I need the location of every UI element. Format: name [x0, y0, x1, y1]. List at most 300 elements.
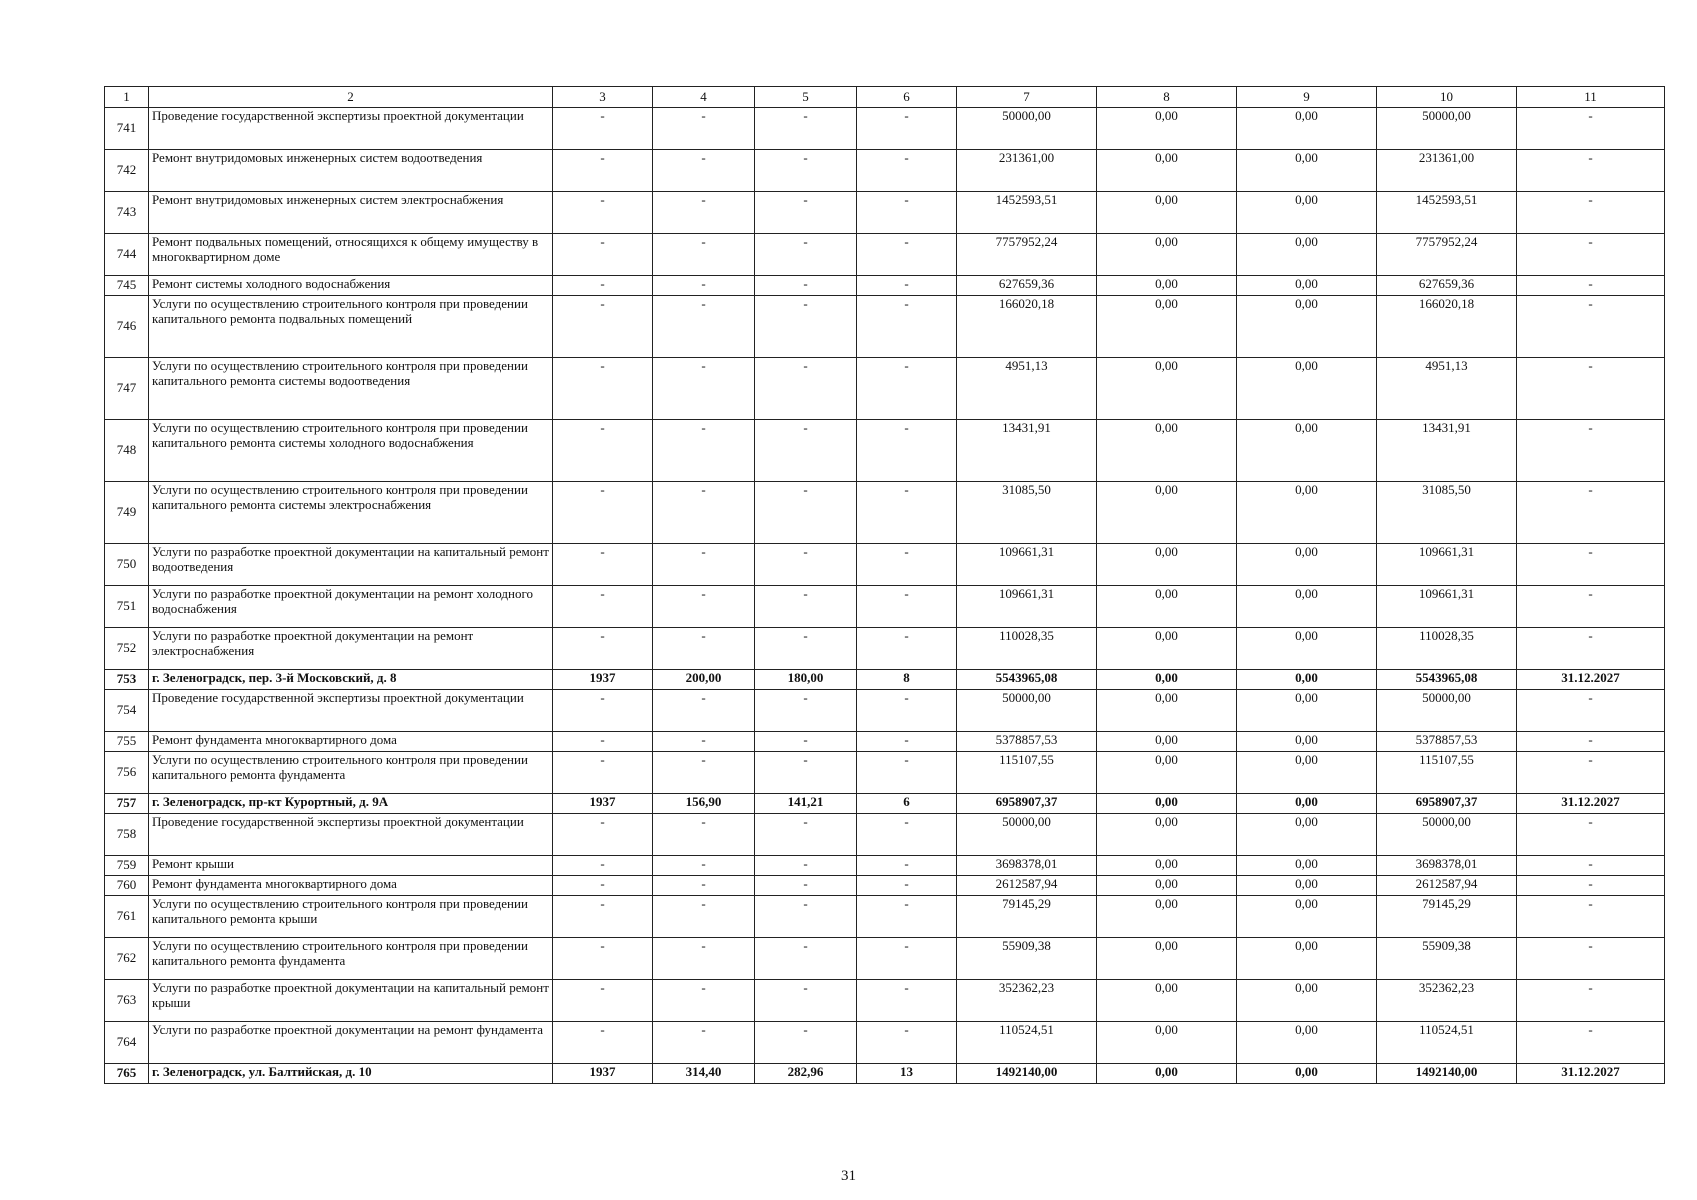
cell-col-9: 0,00	[1237, 150, 1377, 192]
cell-col-8: 0,00	[1097, 586, 1237, 628]
cell-col-11: -	[1517, 586, 1665, 628]
row-description: Ремонт внутридомовых инженерных систем электроснабжения	[149, 192, 553, 234]
cell-col-5: -	[755, 814, 857, 856]
cell-col-8: 0,00	[1097, 876, 1237, 896]
cell-col-8: 0,00	[1097, 752, 1237, 794]
cell-col-11: -	[1517, 150, 1665, 192]
cell-col-8: 0,00	[1097, 732, 1237, 752]
cell-col-6: -	[857, 192, 957, 234]
cell-col-11: -	[1517, 752, 1665, 794]
cell-col-7: 231361,00	[957, 150, 1097, 192]
cell-col-4: 314,40	[653, 1064, 755, 1084]
cell-col-11: -	[1517, 732, 1665, 752]
cell-col-5: -	[755, 732, 857, 752]
cell-col-3: -	[553, 628, 653, 670]
cell-col-4: -	[653, 108, 755, 150]
cell-col-3: -	[553, 856, 653, 876]
cell-col-5: -	[755, 856, 857, 876]
row-description: г. Зеленоградск, пр-кт Курортный, д. 9А	[149, 794, 553, 814]
cell-col-5: -	[755, 544, 857, 586]
row-description: Услуги по осуществлению строительного контроля при проведении капитального ремонта системы водоотведения	[149, 358, 553, 420]
cell-col-8: 0,00	[1097, 234, 1237, 276]
cell-col-10: 2612587,94	[1377, 876, 1517, 896]
cell-col-3: -	[553, 296, 653, 358]
table-row	[105, 732, 1665, 752]
cell-col-10: 1452593,51	[1377, 192, 1517, 234]
cell-col-7: 166020,18	[957, 296, 1097, 358]
cell-col-4: -	[653, 586, 755, 628]
cell-col-10: 79145,29	[1377, 896, 1517, 938]
cell-col-10: 13431,91	[1377, 420, 1517, 482]
table-row	[105, 276, 1665, 296]
cell-col-11: -	[1517, 1022, 1665, 1064]
table-row	[105, 358, 1665, 420]
table-row	[105, 752, 1665, 794]
cell-col-7: 3698378,01	[957, 856, 1097, 876]
cell-col-7: 2612587,94	[957, 876, 1097, 896]
cell-col-5: -	[755, 276, 857, 296]
cell-col-10: 352362,23	[1377, 980, 1517, 1022]
page-number: 31	[841, 1168, 856, 1184]
cell-col-5: 141,21	[755, 794, 857, 814]
cell-col-5: -	[755, 876, 857, 896]
row-description: Ремонт подвальных помещений, относящихся к общему имуществу в многоквартирном доме	[149, 234, 553, 276]
cell-col-6: -	[857, 358, 957, 420]
cell-col-3: 1937	[553, 670, 653, 690]
cell-col-7: 31085,50	[957, 482, 1097, 544]
table-row	[105, 628, 1665, 670]
column-header-7: 7	[957, 87, 1097, 108]
row-number: 761	[105, 896, 149, 938]
document-sheet	[104, 86, 1664, 1084]
cell-col-6: -	[857, 482, 957, 544]
row-description: Услуги по разработке проектной документации на ремонт электроснабжения	[149, 628, 553, 670]
cell-col-6: 13	[857, 1064, 957, 1084]
cell-col-9: 0,00	[1237, 876, 1377, 896]
cell-col-8: 0,00	[1097, 296, 1237, 358]
cell-col-10: 166020,18	[1377, 296, 1517, 358]
cell-col-10: 50000,00	[1377, 690, 1517, 732]
cell-col-5: 180,00	[755, 670, 857, 690]
cell-col-10: 109661,31	[1377, 586, 1517, 628]
cell-col-11: -	[1517, 690, 1665, 732]
row-number: 759	[105, 856, 149, 876]
address-row	[105, 1064, 1665, 1084]
row-number: 750	[105, 544, 149, 586]
row-number: 744	[105, 234, 149, 276]
cell-col-5: -	[755, 896, 857, 938]
cell-col-9: 0,00	[1237, 896, 1377, 938]
cell-col-6: -	[857, 276, 957, 296]
cell-col-10: 31085,50	[1377, 482, 1517, 544]
cell-col-5: -	[755, 690, 857, 732]
cell-col-3: -	[553, 896, 653, 938]
row-description: Услуги по осуществлению строительного контроля при проведении капитального ремонта подвальных помещений	[149, 296, 553, 358]
cell-col-11: -	[1517, 814, 1665, 856]
column-header-10: 10	[1377, 87, 1517, 108]
cell-col-8: 0,00	[1097, 192, 1237, 234]
cell-col-3: -	[553, 732, 653, 752]
cell-col-3: -	[553, 482, 653, 544]
cell-col-6: -	[857, 296, 957, 358]
row-number: 748	[105, 420, 149, 482]
row-number: 743	[105, 192, 149, 234]
cell-col-4: 200,00	[653, 670, 755, 690]
table-body	[105, 108, 1665, 1084]
cell-col-10: 6958907,37	[1377, 794, 1517, 814]
cell-col-6: 6	[857, 794, 957, 814]
column-header-11: 11	[1517, 87, 1665, 108]
cell-col-11: -	[1517, 358, 1665, 420]
cell-col-3: -	[553, 234, 653, 276]
cell-col-10: 627659,36	[1377, 276, 1517, 296]
cell-col-10: 1492140,00	[1377, 1064, 1517, 1084]
cell-col-9: 0,00	[1237, 814, 1377, 856]
cell-col-8: 0,00	[1097, 814, 1237, 856]
cell-col-3: -	[553, 108, 653, 150]
row-description: Услуги по разработке проектной документации на ремонт фундамента	[149, 1022, 553, 1064]
cell-col-10: 110028,35	[1377, 628, 1517, 670]
cell-col-5: -	[755, 420, 857, 482]
row-description: г. Зеленоградск, пер. 3-й Московский, д. 8	[149, 670, 553, 690]
cell-col-7: 1452593,51	[957, 192, 1097, 234]
cell-col-11: -	[1517, 980, 1665, 1022]
cell-col-3: -	[553, 690, 653, 732]
column-header-4: 4	[653, 87, 755, 108]
cell-col-10: 5378857,53	[1377, 732, 1517, 752]
table-row	[105, 234, 1665, 276]
row-number: 753	[105, 670, 149, 690]
table-row	[105, 192, 1665, 234]
cell-col-11: -	[1517, 108, 1665, 150]
cell-col-9: 0,00	[1237, 1064, 1377, 1084]
row-description: Ремонт крыши	[149, 856, 553, 876]
cell-col-10: 55909,38	[1377, 938, 1517, 980]
table-row	[105, 814, 1665, 856]
cell-col-5: -	[755, 1022, 857, 1064]
cell-col-3: -	[553, 358, 653, 420]
cell-col-11: 31.12.2027	[1517, 1064, 1665, 1084]
row-number: 756	[105, 752, 149, 794]
cell-col-7: 627659,36	[957, 276, 1097, 296]
cell-col-7: 55909,38	[957, 938, 1097, 980]
row-number: 752	[105, 628, 149, 670]
row-description: Услуги по осуществлению строительного контроля при проведении капитального ремонта системы холодного водоснабжения	[149, 420, 553, 482]
cell-col-6: -	[857, 938, 957, 980]
cell-col-3: -	[553, 192, 653, 234]
cell-col-6: -	[857, 856, 957, 876]
cell-col-8: 0,00	[1097, 544, 1237, 586]
column-header-5: 5	[755, 87, 857, 108]
cell-col-8: 0,00	[1097, 670, 1237, 690]
cell-col-4: -	[653, 192, 755, 234]
cell-col-4: 156,90	[653, 794, 755, 814]
cell-col-3: -	[553, 752, 653, 794]
cell-col-4: -	[653, 1022, 755, 1064]
cell-col-4: -	[653, 358, 755, 420]
cell-col-3: 1937	[553, 1064, 653, 1084]
table-row	[105, 856, 1665, 876]
cell-col-6: -	[857, 876, 957, 896]
cell-col-8: 0,00	[1097, 420, 1237, 482]
row-number: 758	[105, 814, 149, 856]
cell-col-7: 115107,55	[957, 752, 1097, 794]
cell-col-5: -	[755, 358, 857, 420]
table-row	[105, 482, 1665, 544]
column-header-6: 6	[857, 87, 957, 108]
row-number: 746	[105, 296, 149, 358]
cell-col-10: 109661,31	[1377, 544, 1517, 586]
cell-col-8: 0,00	[1097, 856, 1237, 876]
table-row	[105, 876, 1665, 896]
cell-col-11: -	[1517, 482, 1665, 544]
cell-col-3: -	[553, 876, 653, 896]
cell-col-6: -	[857, 420, 957, 482]
table-row	[105, 586, 1665, 628]
row-description: Услуги по разработке проектной документации на капитальный ремонт крыши	[149, 980, 553, 1022]
cell-col-3: -	[553, 980, 653, 1022]
cell-col-5: -	[755, 628, 857, 670]
cell-col-11: -	[1517, 856, 1665, 876]
cell-col-9: 0,00	[1237, 938, 1377, 980]
cell-col-10: 50000,00	[1377, 814, 1517, 856]
cell-col-3: -	[553, 586, 653, 628]
cell-col-4: -	[653, 482, 755, 544]
row-number: 765	[105, 1064, 149, 1084]
cell-col-9: 0,00	[1237, 628, 1377, 670]
cell-col-7: 13431,91	[957, 420, 1097, 482]
cell-col-5: -	[755, 482, 857, 544]
cell-col-6: -	[857, 586, 957, 628]
cell-col-6: 8	[857, 670, 957, 690]
cell-col-8: 0,00	[1097, 482, 1237, 544]
table-row	[105, 1022, 1665, 1064]
cell-col-6: -	[857, 732, 957, 752]
cell-col-9: 0,00	[1237, 670, 1377, 690]
cell-col-7: 50000,00	[957, 690, 1097, 732]
cell-col-8: 0,00	[1097, 1064, 1237, 1084]
cell-col-10: 3698378,01	[1377, 856, 1517, 876]
row-number: 742	[105, 150, 149, 192]
cell-col-4: -	[653, 980, 755, 1022]
row-description: Проведение государственной экспертизы проектной документации	[149, 690, 553, 732]
row-description: Услуги по осуществлению строительного контроля при проведении капитального ремонта фундамента	[149, 938, 553, 980]
row-description: Услуги по разработке проектной документации на ремонт холодного водоснабжения	[149, 586, 553, 628]
cell-col-3: -	[553, 1022, 653, 1064]
cell-col-9: 0,00	[1237, 1022, 1377, 1064]
cell-col-9: 0,00	[1237, 586, 1377, 628]
cell-col-3: -	[553, 938, 653, 980]
cell-col-11: -	[1517, 234, 1665, 276]
cell-col-7: 1492140,00	[957, 1064, 1097, 1084]
cell-col-9: 0,00	[1237, 358, 1377, 420]
cell-col-8: 0,00	[1097, 794, 1237, 814]
row-number: 751	[105, 586, 149, 628]
cell-col-9: 0,00	[1237, 752, 1377, 794]
row-number: 754	[105, 690, 149, 732]
cell-col-8: 0,00	[1097, 1022, 1237, 1064]
row-number: 755	[105, 732, 149, 752]
row-number: 741	[105, 108, 149, 150]
row-number: 749	[105, 482, 149, 544]
cell-col-8: 0,00	[1097, 150, 1237, 192]
table-row	[105, 544, 1665, 586]
cell-col-7: 4951,13	[957, 358, 1097, 420]
cell-col-4: -	[653, 876, 755, 896]
cell-col-6: -	[857, 814, 957, 856]
table-row	[105, 938, 1665, 980]
cell-col-5: 282,96	[755, 1064, 857, 1084]
cell-col-3: -	[553, 544, 653, 586]
cell-col-4: -	[653, 420, 755, 482]
cell-col-9: 0,00	[1237, 544, 1377, 586]
row-description: Проведение государственной экспертизы проектной документации	[149, 814, 553, 856]
cell-col-11: -	[1517, 192, 1665, 234]
cell-col-4: -	[653, 276, 755, 296]
cell-col-11: 31.12.2027	[1517, 670, 1665, 690]
cell-col-5: -	[755, 234, 857, 276]
row-description: Услуги по осуществлению строительного контроля при проведении капитального ремонта фундамента	[149, 752, 553, 794]
cell-col-5: -	[755, 980, 857, 1022]
cell-col-9: 0,00	[1237, 856, 1377, 876]
cell-col-11: -	[1517, 938, 1665, 980]
cell-col-10: 7757952,24	[1377, 234, 1517, 276]
cell-col-5: -	[755, 192, 857, 234]
cell-col-4: -	[653, 752, 755, 794]
row-description: Ремонт системы холодного водоснабжения	[149, 276, 553, 296]
table-row	[105, 150, 1665, 192]
column-number-row	[105, 87, 1665, 108]
column-header-2: 2	[149, 87, 553, 108]
cell-col-7: 109661,31	[957, 544, 1097, 586]
cell-col-4: -	[653, 150, 755, 192]
cell-col-4: -	[653, 628, 755, 670]
cell-col-11: -	[1517, 296, 1665, 358]
cell-col-7: 50000,00	[957, 108, 1097, 150]
cell-col-8: 0,00	[1097, 358, 1237, 420]
cell-col-9: 0,00	[1237, 732, 1377, 752]
row-number: 757	[105, 794, 149, 814]
cell-col-7: 5378857,53	[957, 732, 1097, 752]
cell-col-11: -	[1517, 628, 1665, 670]
cell-col-7: 352362,23	[957, 980, 1097, 1022]
table-row	[105, 108, 1665, 150]
cell-col-4: -	[653, 814, 755, 856]
column-header-3: 3	[553, 87, 653, 108]
cell-col-5: -	[755, 752, 857, 794]
cell-col-4: -	[653, 234, 755, 276]
cell-col-4: -	[653, 856, 755, 876]
cell-col-6: -	[857, 150, 957, 192]
cell-col-7: 110524,51	[957, 1022, 1097, 1064]
cell-col-8: 0,00	[1097, 628, 1237, 670]
row-description: Услуги по разработке проектной документации на капитальный ремонт водоотведения	[149, 544, 553, 586]
cell-col-11: -	[1517, 276, 1665, 296]
cell-col-6: -	[857, 690, 957, 732]
cell-col-10: 5543965,08	[1377, 670, 1517, 690]
cell-col-9: 0,00	[1237, 690, 1377, 732]
cell-col-7: 79145,29	[957, 896, 1097, 938]
row-number: 747	[105, 358, 149, 420]
cell-col-11: -	[1517, 876, 1665, 896]
table-row	[105, 690, 1665, 732]
cell-col-9: 0,00	[1237, 108, 1377, 150]
table-row	[105, 896, 1665, 938]
cell-col-10: 110524,51	[1377, 1022, 1517, 1064]
cell-col-9: 0,00	[1237, 980, 1377, 1022]
cell-col-8: 0,00	[1097, 980, 1237, 1022]
cell-col-6: -	[857, 234, 957, 276]
cell-col-5: -	[755, 938, 857, 980]
cell-col-4: -	[653, 896, 755, 938]
cell-col-11: -	[1517, 544, 1665, 586]
cell-col-9: 0,00	[1237, 276, 1377, 296]
row-number: 745	[105, 276, 149, 296]
cell-col-9: 0,00	[1237, 794, 1377, 814]
cell-col-7: 6958907,37	[957, 794, 1097, 814]
row-description: Ремонт внутридомовых инженерных систем водоотведения	[149, 150, 553, 192]
cell-col-6: -	[857, 752, 957, 794]
address-row	[105, 670, 1665, 690]
cell-col-7: 5543965,08	[957, 670, 1097, 690]
row-description: Услуги по осуществлению строительного контроля при проведении капитального ремонта крыши	[149, 896, 553, 938]
cell-col-9: 0,00	[1237, 296, 1377, 358]
capital-repair-table	[104, 86, 1665, 1084]
row-number: 763	[105, 980, 149, 1022]
table-row	[105, 980, 1665, 1022]
cell-col-8: 0,00	[1097, 896, 1237, 938]
cell-col-11: -	[1517, 896, 1665, 938]
cell-col-6: -	[857, 544, 957, 586]
cell-col-5: -	[755, 150, 857, 192]
row-number: 760	[105, 876, 149, 896]
row-description: Ремонт фундамента многоквартирного дома	[149, 876, 553, 896]
row-description: Ремонт фундамента многоквартирного дома	[149, 732, 553, 752]
column-header-9: 9	[1237, 87, 1377, 108]
cell-col-7: 50000,00	[957, 814, 1097, 856]
cell-col-4: -	[653, 690, 755, 732]
cell-col-7: 109661,31	[957, 586, 1097, 628]
row-description: Услуги по осуществлению строительного контроля при проведении капитального ремонта системы электроснабжения	[149, 482, 553, 544]
cell-col-7: 7757952,24	[957, 234, 1097, 276]
cell-col-9: 0,00	[1237, 234, 1377, 276]
table-row	[105, 420, 1665, 482]
table-row	[105, 296, 1665, 358]
cell-col-5: -	[755, 108, 857, 150]
cell-col-3: -	[553, 420, 653, 482]
cell-col-7: 110028,35	[957, 628, 1097, 670]
column-header-1: 1	[105, 87, 149, 108]
cell-col-6: -	[857, 628, 957, 670]
row-description: Проведение государственной экспертизы проектной документации	[149, 108, 553, 150]
cell-col-4: -	[653, 544, 755, 586]
cell-col-10: 115107,55	[1377, 752, 1517, 794]
cell-col-9: 0,00	[1237, 192, 1377, 234]
address-row	[105, 794, 1665, 814]
cell-col-3: -	[553, 276, 653, 296]
column-header-8: 8	[1097, 87, 1237, 108]
cell-col-8: 0,00	[1097, 108, 1237, 150]
row-description: г. Зеленоградск, ул. Балтийская, д. 10	[149, 1064, 553, 1084]
cell-col-5: -	[755, 586, 857, 628]
cell-col-3: -	[553, 814, 653, 856]
cell-col-6: -	[857, 980, 957, 1022]
cell-col-5: -	[755, 296, 857, 358]
cell-col-9: 0,00	[1237, 482, 1377, 544]
cell-col-8: 0,00	[1097, 938, 1237, 980]
cell-col-6: -	[857, 1022, 957, 1064]
cell-col-4: -	[653, 732, 755, 752]
